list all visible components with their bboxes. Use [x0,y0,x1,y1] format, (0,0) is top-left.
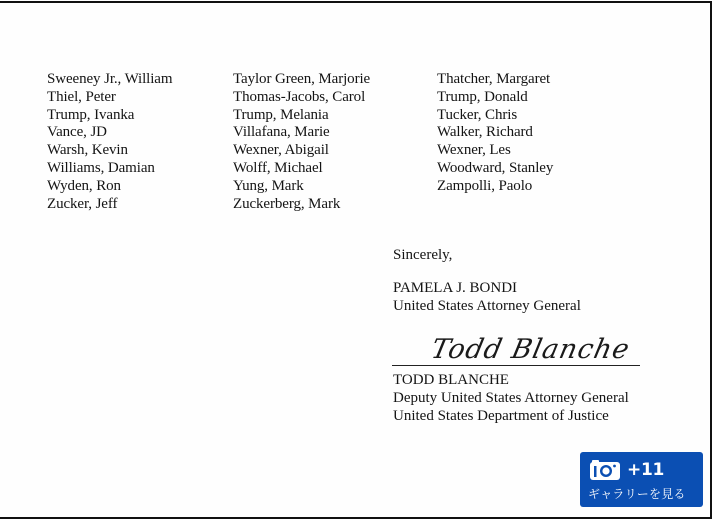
name-list-column-3 [437,71,553,196]
name-list-column-2 [233,71,370,213]
list-item: Walker, Richard [437,124,533,141]
list-item: Vance, JD [47,124,107,141]
gallery-button-label: ギャラリーを見る [588,487,686,501]
signer-name: PAMELA J. BONDI [393,280,518,296]
list-item: Yung, Mark [233,177,304,194]
signer-department: United States Department of Justice [393,408,609,424]
list-item: Trump, Melania [233,106,329,123]
signer-name: TODD BLANCHE [393,372,509,388]
list-item: Wexner, Abigail [233,142,329,159]
list-item: Zucker, Jeff [47,195,118,212]
signer-block-deputy-attorney-general [393,371,629,425]
signature-line [392,365,640,366]
list-item: Taylor Green, Marjorie [233,71,371,87]
salutation: Sincerely, [393,247,453,263]
view-gallery-button[interactable] [580,452,703,507]
list-item: Tucker, Chris [437,106,518,123]
list-item: Thiel, Peter [47,88,116,105]
name-list-column-1 [47,71,172,213]
list-item: Villafana, Marie [233,124,330,141]
list-item: Warsh, Kevin [47,142,128,159]
list-item: Zampolli, Paolo [437,177,533,194]
camera-icon [589,459,621,481]
signer-title: United States Attorney General [393,298,581,314]
list-item: Wyden, Ron [47,177,121,194]
list-item: Sweeney Jr., William [47,71,173,87]
list-item: Woodward, Stanley [437,159,554,176]
list-item: Thomas-Jacobs, Carol [233,88,366,105]
signer-block-attorney-general [393,279,581,315]
list-item: Wolff, Michael [233,159,323,176]
list-item: Thatcher, Margaret [437,71,551,87]
list-item: Wexner, Les [437,142,511,159]
gallery-count: +11 [627,460,665,480]
list-item: Trump, Donald [437,88,528,105]
signer-title: Deputy United States Attorney General [393,390,629,406]
handwritten-signature: Todd Blanche [428,334,633,365]
list-item: Trump, Ivanka [47,106,135,123]
list-item: Zuckerberg, Mark [233,195,341,212]
document-image [0,1,712,519]
list-item: Williams, Damian [47,159,155,176]
gallery-button-top-row [589,459,664,481]
